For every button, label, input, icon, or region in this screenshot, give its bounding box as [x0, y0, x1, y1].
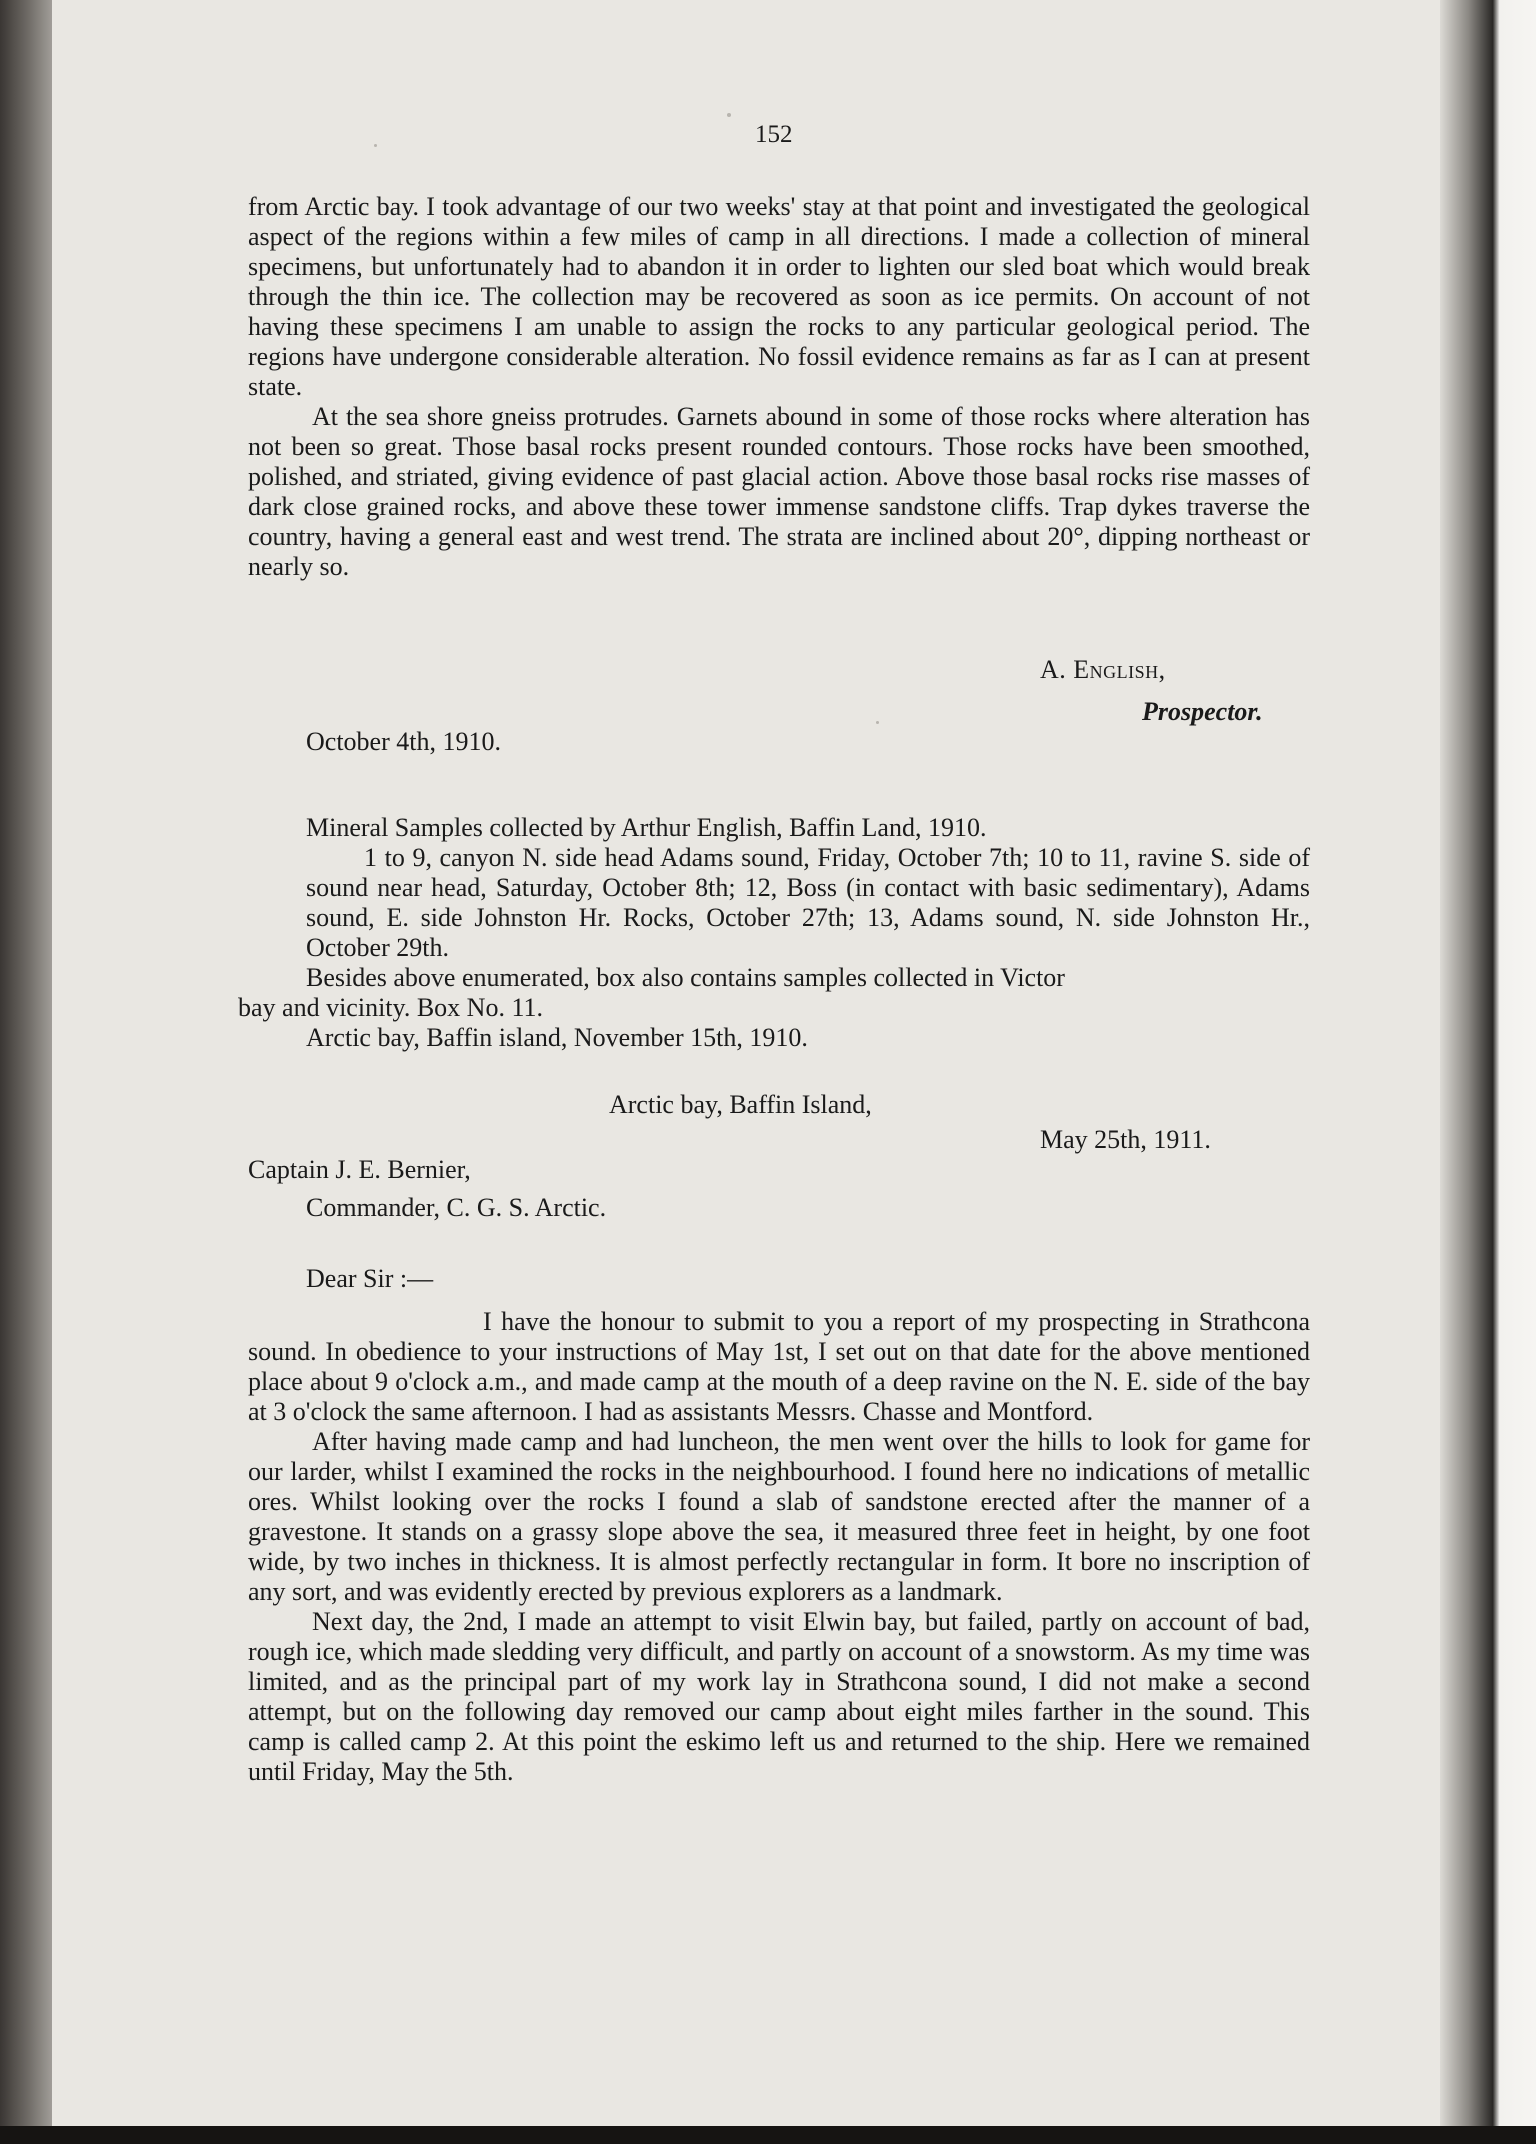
letter-recipient-title: Commander, C. G. S. Arctic. [306, 1193, 607, 1222]
paragraph-geology: from Arctic bay. I took advantage of our two weeks' stay at that point and investigated the geological aspect of the regions within a few miles of camp in all directions. I made a collection of mineral specimens, but unfortunately had to abandon it in order to lighten our sled boat which would break through the thin ice. The collection may be recovered as soon as ice permits. On account of not having these specimens I am unable to assign the rocks to any particular geological period. The regions have undergone considerable alteration. No fossil evidence remains as far as I can at present state. [248, 192, 1310, 401]
signature-name [1040, 655, 1166, 685]
samples-besides-line1: Besides above enumerated, box also contains samples collected in Victor [306, 963, 1065, 992]
signature-initial: A. [1040, 655, 1067, 684]
mineral-samples-note [238, 813, 1310, 1053]
letter-paragraph-2: After having made camp and had luncheon, the men went over the hills to look for game for our larder, whilst I examined the rocks in the neighbourhood. I found here no indications of metallic ores. Whilst looking over the rocks I found a slab of sandstone erected after the manner of a gravestone. It stands on a grassy slope above the sea, it measured three feet in height, by one foot wide, by two inches in thickness. It is almost perfectly rectangular in form. It bore no inscription of any sort, and was evidently erected by previous explorers as a landmark. [248, 1427, 1310, 1606]
page-gutter [1440, 0, 1536, 2144]
letter-paragraph-3: Next day, the 2nd, I made an attempt to visit Elwin bay, but failed, partly on account of bad, rough ice, which made sledding very difficult, and partly on account of a snowstorm. As my time was limited, and as the principal part of my work lay in Strathcona sound, I did not make a second attempt, but on the following day removed our camp about eight miles farther in the sound. This camp is called camp 2. At this point the eskimo left us and returned to the ship. Here we remained until Friday, May the 5th. [248, 1607, 1310, 1786]
page-bottom-edge [0, 2126, 1536, 2144]
letter-paragraph-1: I have the honour to submit to you a report of my prospecting in Strathcona sound. In obedience to your instructions of May 1st, I set out on that date for the above mentioned place about 9 o'clock a.m., and made camp at the mouth of a deep ravine on the N. E. side of the bay at 3 o'clock the same afternoon. I had as assistants Messrs. Chasse and Montford. [248, 1307, 1310, 1426]
letter-date: May 25th, 1911. [1040, 1125, 1211, 1154]
signature-surname: English, [1073, 655, 1166, 684]
letter-salutation: Dear Sir :— [306, 1264, 434, 1293]
page-number: 152 [755, 121, 793, 148]
letter-body [248, 1307, 1310, 1787]
paper-speck [374, 144, 377, 147]
samples-location-date: Arctic bay, Baffin island, November 15th, 1910. [306, 1023, 808, 1052]
paragraph-rocks: At the sea shore gneiss protrudes. Garnets abound in some of those rocks where alteration has not been so great. Those basal rocks present rounded contours. Those rocks have been smoothed, polished, and striated, giving evidence of past glacial action. Above those basal rocks rise masses of dark close grained rocks, and above these tower immense sandstone cliffs. Trap dykes traverse the country, having a general east and west trend. The strata are inclined about 20°, dipping northeast or nearly so. [248, 402, 1310, 581]
letter-recipient: Captain J. E. Bernier, [248, 1155, 471, 1184]
paper-speck [727, 113, 731, 117]
letter-place: Arctic bay, Baffin Island, [609, 1090, 872, 1119]
report-date: October 4th, 1910. [306, 727, 501, 756]
samples-besides-line2: bay and vicinity. Box No. 11. [238, 993, 543, 1022]
signature-title: Prospector. [1142, 697, 1263, 726]
samples-heading: Mineral Samples collected by Arthur English, Baffin Land, 1910. [306, 813, 987, 842]
report-body-top [248, 192, 1310, 582]
paper-speck [876, 721, 879, 724]
samples-detail: 1 to 9, canyon N. side head Adams sound, Friday, October 7th; 10 to 11, ravine S. side of sound near head, Saturday, October 8th; 12, Boss (in contact with basic sedimentary), Adams sound, E. side Johnston Hr. Rocks, October 27th; 13, Adams sound, N. side Johnston Hr., October 29th. [306, 843, 1310, 962]
